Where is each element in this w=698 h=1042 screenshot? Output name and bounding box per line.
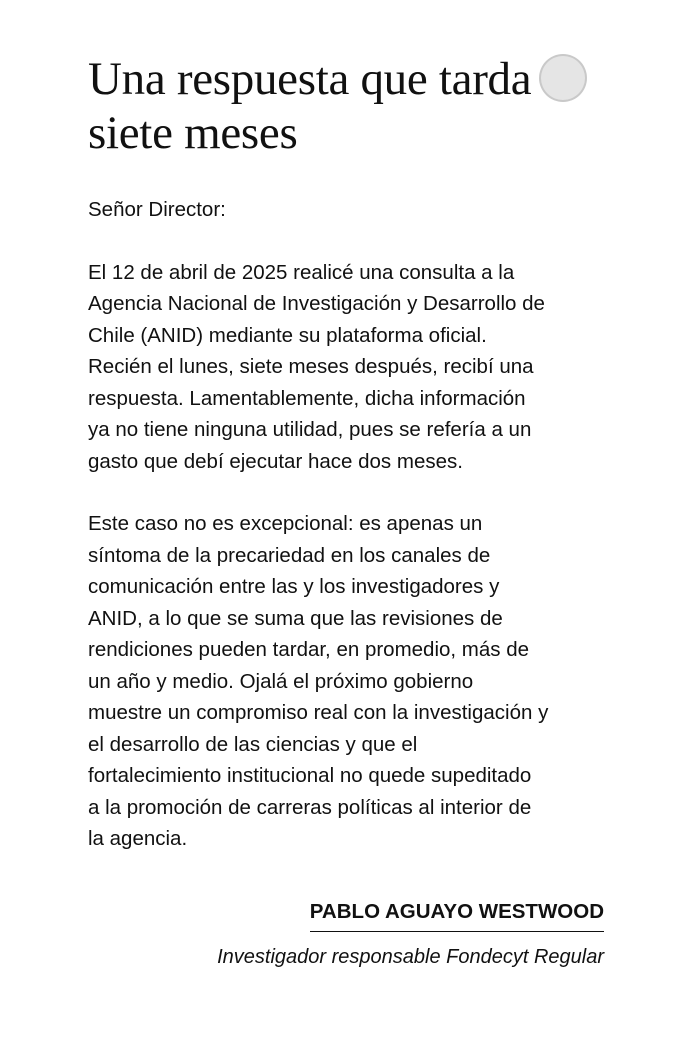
- paragraph-line: comunicación entre las y los investigadores y: [88, 575, 500, 598]
- paragraph-2: [88, 508, 608, 855]
- paragraph-line: muestre un compromiso real con la investigación y: [88, 701, 549, 724]
- paragraph-line: rendiciones pueden tardar, en promedio, más de: [88, 638, 530, 661]
- paragraph-line: ya no tiene ninguna utilidad, pues se refería a un: [88, 418, 532, 441]
- paragraph-line: síntoma de la precariedad en los canales de: [88, 543, 491, 567]
- paragraph-line: Agencia Nacional de Investigación y Desarrollo de: [88, 292, 545, 315]
- paragraph-line: un año y medio. Ojalá el próximo gobierno: [88, 669, 474, 693]
- paragraph-line: Chile (ANID) mediante su plataforma oficial.: [88, 323, 487, 347]
- touch-cursor-indicator: [539, 54, 587, 102]
- headline: [88, 52, 608, 160]
- salutation: Señor Director:: [88, 198, 226, 221]
- paragraph-line: a la promoción de carreras políticas al interior de: [88, 795, 532, 819]
- paragraph-line: Recién el lunes, siete meses después, recibí una: [88, 355, 534, 378]
- paragraph-line: ANID, a lo que se suma que las revisiones de: [88, 606, 503, 630]
- letter-article: [88, 52, 608, 855]
- headline-line: siete meses: [88, 107, 298, 159]
- paragraph-line: Este caso no es excepcional: es apenas un: [88, 512, 483, 535]
- paragraph-line: El 12 de abril de 2025 realicé una consulta a la: [88, 260, 515, 284]
- paragraph-line: la agencia.: [88, 827, 188, 850]
- paragraph-line: el desarrollo de las ciencias y que el: [88, 732, 418, 756]
- paragraph-line: respuesta. Lamentablemente, dicha información: [88, 386, 526, 410]
- paragraph-1: [88, 257, 608, 478]
- signature-block: [217, 897, 604, 972]
- paragraph-line: fortalecimiento institucional no quede supeditado: [88, 764, 532, 787]
- paragraph-line: gasto que debí ejecutar hace dos meses.: [88, 449, 463, 473]
- author-role: Investigador responsable Fondecyt Regular: [217, 946, 604, 968]
- headline-line: Una respuesta que tarda: [88, 53, 532, 105]
- author-name: PABLO AGUAYO WESTWOOD: [310, 897, 604, 932]
